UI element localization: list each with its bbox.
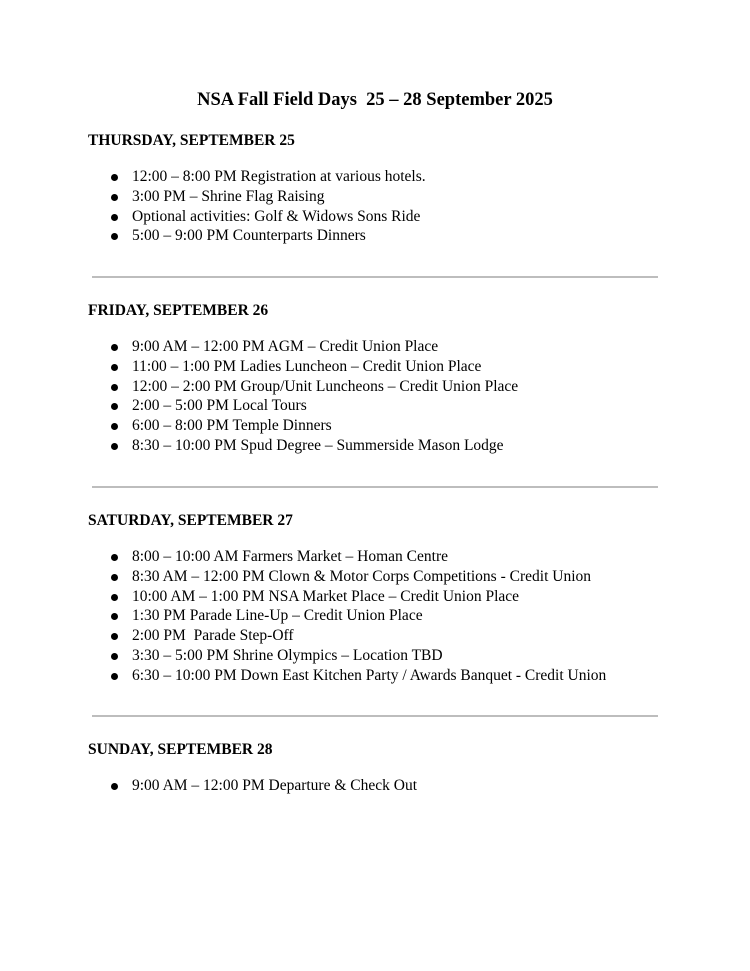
- bullet-icon: [111, 653, 118, 660]
- day-section-thursday: [88, 131, 688, 246]
- list-item-text: 12:00 – 8:00 PM Registration at various hotels.: [132, 168, 426, 185]
- schedule-list: [88, 547, 688, 686]
- schedule-list: [88, 776, 688, 796]
- list-item-text: 11:00 – 1:00 PM Ladies Luncheon – Credit Union Place: [132, 357, 482, 375]
- list-item-text: 8:30 AM – 12:00 PM Clown & Motor Corps Competitions - Credit Union: [132, 567, 591, 585]
- list-item: [88, 436, 688, 456]
- page-title: NSA Fall Field Days 25 – 28 September 2025: [197, 90, 553, 110]
- bullet-icon: [111, 364, 118, 371]
- schedule-list: [88, 167, 688, 246]
- day-heading: SATURDAY, SEPTEMBER 27: [88, 512, 293, 529]
- list-item-text: 3:00 PM – Shrine Flag Raising: [132, 187, 325, 205]
- bullet-icon: [111, 574, 118, 581]
- list-item-text: Optional activities: Golf & Widows Sons Ride: [132, 207, 421, 225]
- section-divider: [92, 486, 658, 488]
- list-item: [88, 567, 688, 587]
- day-section-friday: [88, 301, 688, 456]
- list-item-text: 5:00 – 9:00 PM Counterparts Dinners: [132, 227, 366, 245]
- bullet-icon: [111, 783, 118, 790]
- list-item: [88, 226, 688, 246]
- schedule-list: [88, 337, 688, 456]
- list-item-text: 12:00 – 2:00 PM Group/Unit Luncheons – Credit Union Place: [132, 377, 519, 395]
- bullet-icon: [111, 633, 118, 640]
- list-item: [88, 377, 688, 397]
- list-item-text: 9:00 AM – 12:00 PM AGM – Credit Union Place: [132, 338, 439, 355]
- list-item: [88, 776, 688, 796]
- list-item-text: 6:00 – 8:00 PM Temple Dinners: [132, 417, 332, 435]
- list-item: [88, 396, 688, 416]
- bullet-icon: [111, 423, 118, 430]
- list-item: [88, 357, 688, 377]
- list-item-text: 8:30 – 10:00 PM Spud Degree – Summerside Mason Lodge: [132, 436, 504, 454]
- list-item-text: 10:00 AM – 1:00 PM NSA Market Place – Credit Union Place: [132, 587, 520, 605]
- bullet-icon: [111, 233, 118, 240]
- list-item-text: 1:30 PM Parade Line-Up – Credit Union Place: [132, 607, 423, 625]
- bullet-icon: [111, 174, 118, 181]
- bullet-icon: [111, 344, 118, 351]
- list-item: [88, 626, 688, 646]
- bullet-icon: [111, 194, 118, 201]
- list-item-text: 6:30 – 10:00 PM Down East Kitchen Party / Awards Banquet - Credit Union: [132, 666, 607, 684]
- list-item-text: 3:30 – 5:00 PM Shrine Olympics – Location TBD: [132, 646, 443, 664]
- list-item: [88, 666, 688, 686]
- day-section-sunday: [88, 740, 688, 796]
- list-item-text: 8:00 – 10:00 AM Farmers Market – Homan Centre: [132, 548, 448, 565]
- list-item: [88, 207, 688, 227]
- list-item: [88, 606, 688, 626]
- section-divider: [92, 276, 658, 278]
- day-heading: FRIDAY, SEPTEMBER 26: [88, 302, 269, 319]
- day-section-saturday: [88, 511, 688, 686]
- list-item: [88, 646, 688, 666]
- list-item-text: 9:00 AM – 12:00 PM Departure & Check Out: [132, 777, 418, 794]
- bullet-icon: [111, 384, 118, 391]
- list-item: [88, 187, 688, 207]
- bullet-icon: [111, 594, 118, 601]
- list-item: [88, 167, 688, 187]
- bullet-icon: [111, 673, 118, 680]
- list-item: [88, 587, 688, 607]
- list-item: [88, 547, 688, 567]
- list-item: [88, 337, 688, 357]
- bullet-icon: [111, 443, 118, 450]
- day-heading: SUNDAY, SEPTEMBER 28: [88, 741, 273, 758]
- bullet-icon: [111, 214, 118, 221]
- bullet-icon: [111, 554, 118, 561]
- bullet-icon: [111, 613, 118, 620]
- bullet-icon: [111, 403, 118, 410]
- day-heading: THURSDAY, SEPTEMBER 25: [88, 132, 295, 149]
- list-item-text: 2:00 PM Parade Step-Off: [132, 627, 294, 645]
- list-item-text: 2:00 – 5:00 PM Local Tours: [132, 397, 307, 415]
- section-divider: [92, 715, 658, 717]
- list-item: [88, 416, 688, 436]
